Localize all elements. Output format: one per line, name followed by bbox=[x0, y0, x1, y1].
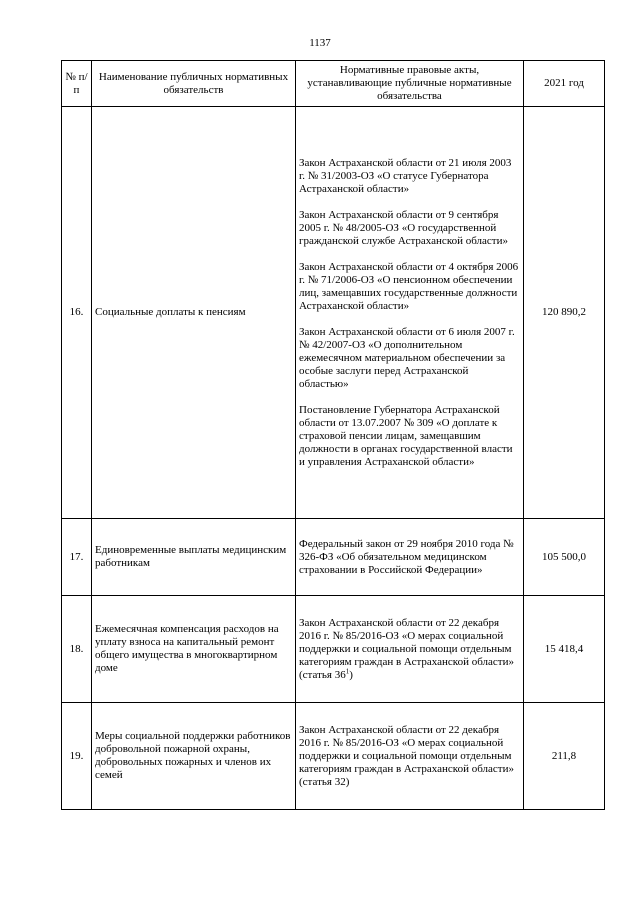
row-number: 18. bbox=[62, 596, 92, 703]
table-row bbox=[62, 519, 605, 596]
legal-acts-cell bbox=[296, 596, 524, 703]
obligation-name: Ежемесячная компенсация расходов на уплату взноса на капитальный ремонт общего имущества в многоквартирном доме bbox=[92, 596, 296, 703]
obligation-name: Единовременные выплаты медицинским работникам bbox=[92, 519, 296, 596]
legal-act: Закон Астраханской области от 4 октября 2006 г. № 71/2006-ОЗ «О пенсионном обеспечении лиц, замещавших государственные должности Астраханской области» bbox=[299, 260, 519, 312]
amount-2021: 120 890,2 bbox=[524, 107, 605, 519]
legal-act: Постановление Губернатора Астраханской области от 13.07.2007 № 309 «О доплате к страховой пенсии лицам, замещавшим должности в органах государственной власти и управления Астраханской области» bbox=[299, 403, 513, 468]
row-number: 19. bbox=[62, 703, 92, 810]
page-number: 1137 bbox=[309, 37, 331, 49]
article-superscript: 1 bbox=[345, 666, 350, 675]
table-header-row bbox=[62, 61, 605, 107]
header-year: 2021 год bbox=[524, 61, 605, 107]
header-name: Наименование публичных нормативных обязательств bbox=[92, 61, 296, 107]
legal-acts-cell bbox=[296, 519, 524, 596]
legal-acts-cell bbox=[296, 107, 524, 519]
legal-act: Закон Астраханской области от 9 сентября 2005 г. № 48/2005-ОЗ «О государственной гражданской службе Астраханской области» bbox=[299, 208, 509, 247]
legal-act: Закон Астраханской области от 22 декабря 2016 г. № 85/2016-ОЗ «О мерах социальной поддержки и социальной помощи отдельным категориям граждан в Астраханской области» (статья 36 bbox=[299, 616, 514, 681]
obligation-name: Социальные доплаты к пенсиям bbox=[92, 107, 296, 519]
amount-2021: 211,8 bbox=[524, 703, 605, 810]
table-row bbox=[62, 107, 605, 519]
obligation-name: Меры социальной поддержки работников добровольной пожарной охраны, добровольных пожарных и членов их семей bbox=[92, 703, 296, 810]
legal-act: Закон Астраханской области от 6 июля 2007 г. № 42/2007-ОЗ «О дополнительном ежемесячном материальном обеспечении за особые заслуги перед Астраханской областью» bbox=[299, 325, 515, 390]
obligations-table bbox=[61, 60, 605, 810]
legal-act: Федеральный закон от 29 ноября 2010 года № 326-ФЗ «Об обязательном медицинском страховании в Российской Федерации» bbox=[299, 537, 514, 576]
legal-act: Закон Астраханской области от 22 декабря 2016 г. № 85/2016-ОЗ «О мерах социальной поддержки и социальной помощи отдельным категориям граждан в Астраханской области» (статья 32) bbox=[299, 723, 514, 788]
amount-2021: 15 418,4 bbox=[524, 596, 605, 703]
row-number: 16. bbox=[62, 107, 92, 519]
table-row bbox=[62, 703, 605, 810]
header-acts: Нормативные правовые акты, устанавливающие публичные нормативные обязательства bbox=[296, 61, 524, 107]
legal-act-tail: ) bbox=[349, 668, 353, 681]
amount-2021: 105 500,0 bbox=[524, 519, 605, 596]
row-number: 17. bbox=[62, 519, 92, 596]
table-row bbox=[62, 596, 605, 703]
legal-acts-cell bbox=[296, 703, 524, 810]
header-num: № п/п bbox=[62, 61, 92, 107]
legal-act: Закон Астраханской области от 21 июля 2003 г. № 31/2003-ОЗ «О статусе Губернатора Астраханской области» bbox=[299, 156, 512, 195]
